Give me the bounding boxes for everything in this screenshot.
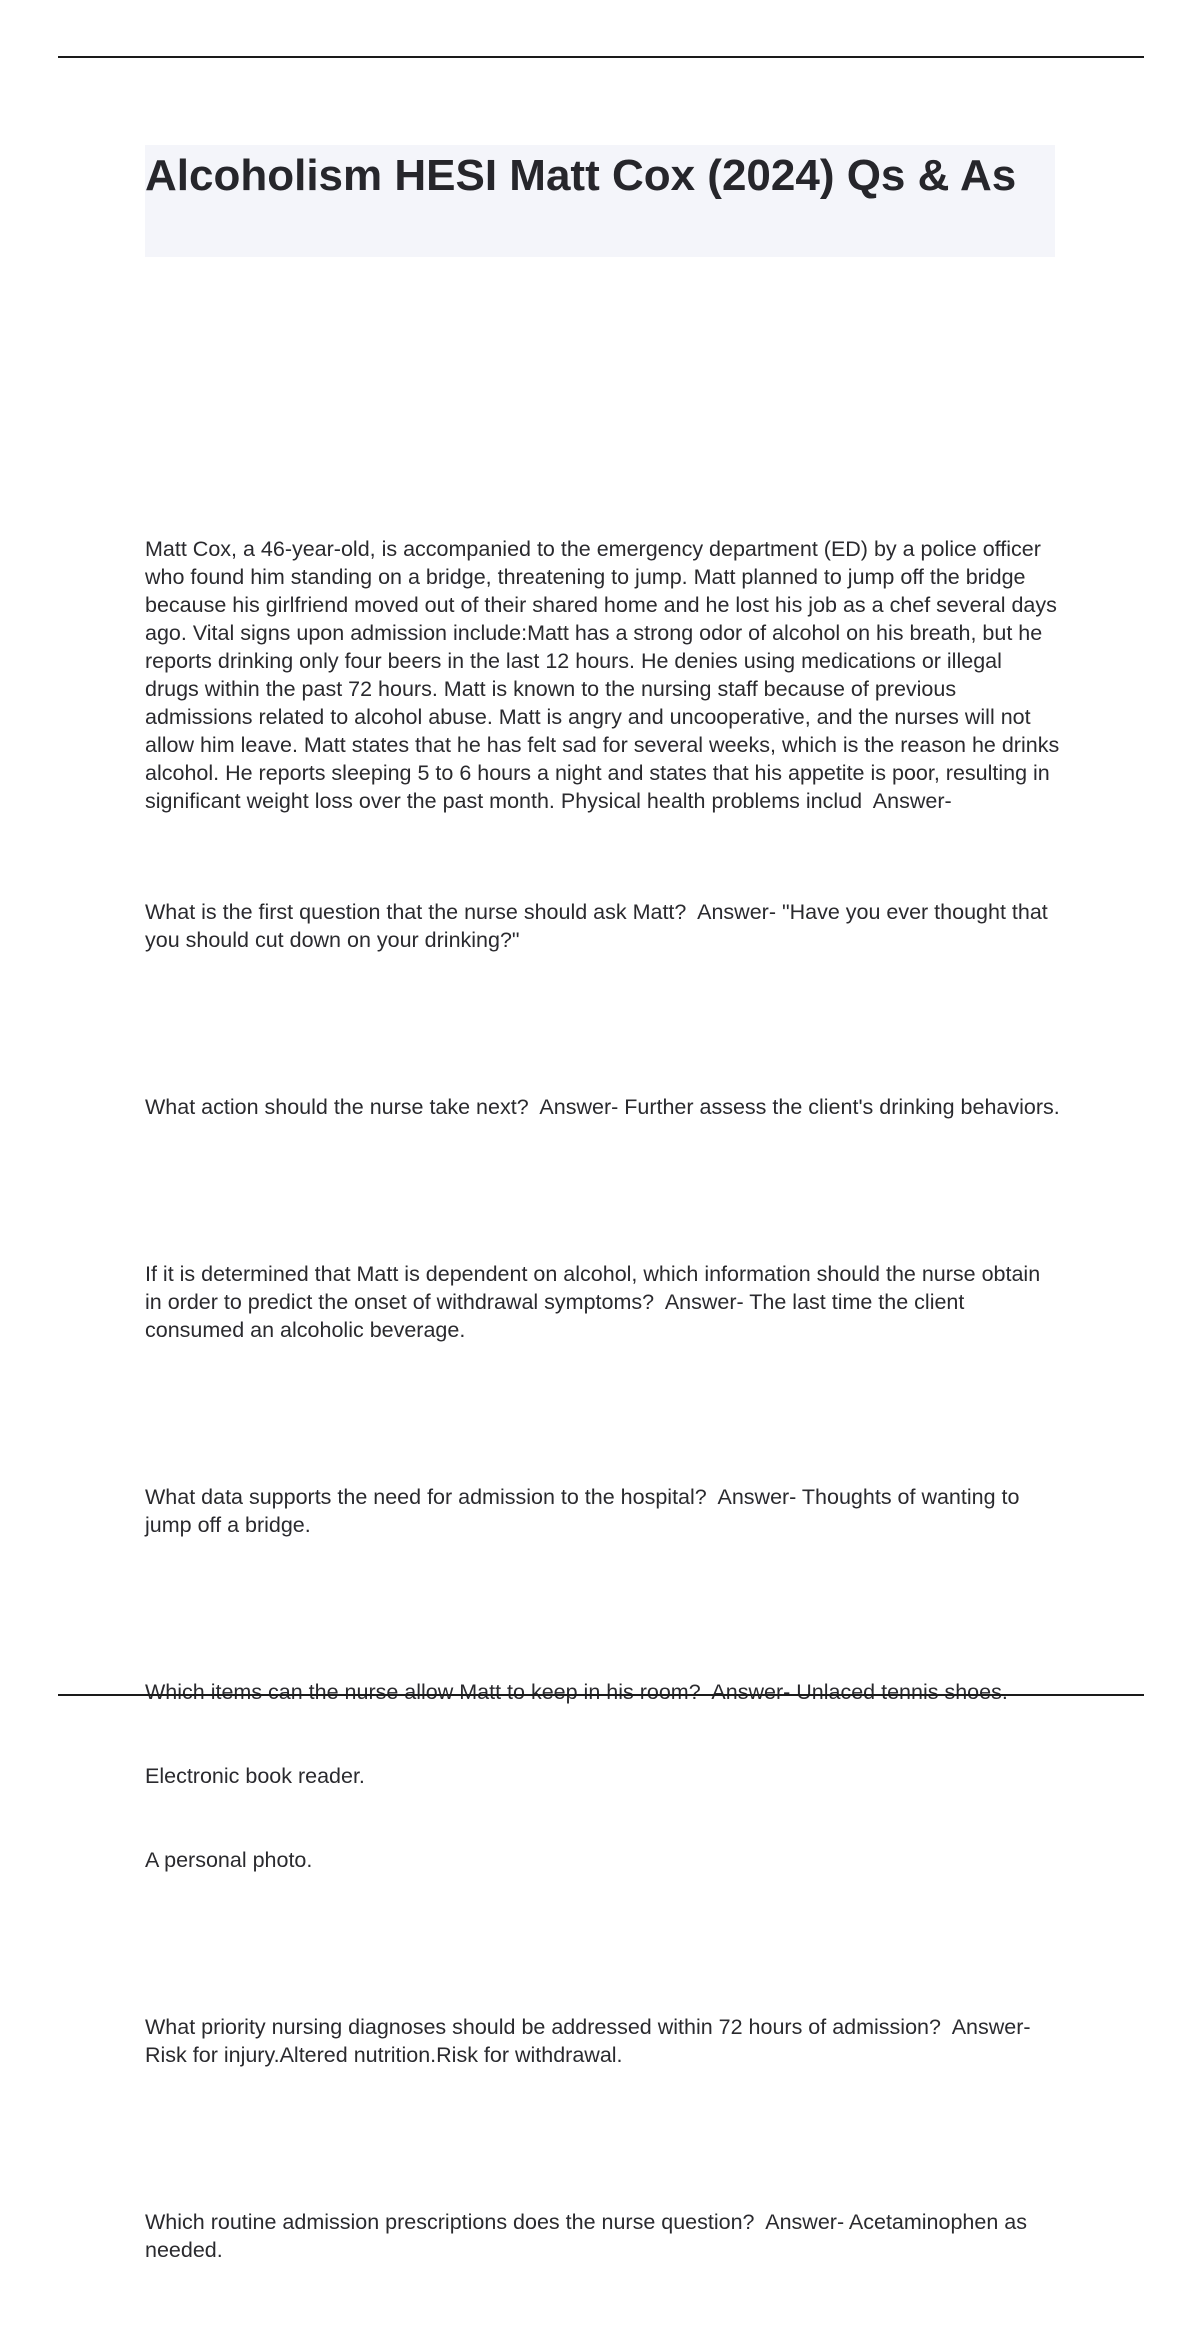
bottom-rule xyxy=(58,1694,1144,1696)
page-title: Alcoholism HESI Matt Cox (2024) Qs & As xyxy=(145,151,1017,200)
qa-text: What is the first question that the nurse should ask Matt? Answer- "Have you ever thought that you should cut down on your drinking?" xyxy=(145,900,1054,952)
qa-item xyxy=(145,842,1060,1010)
qa-item xyxy=(145,1957,1060,2125)
qa-item xyxy=(145,1622,1060,1930)
qa-item xyxy=(145,1037,1060,1177)
case-study-paragraph: Matt Cox, a 46-year-old, is accompanied to the emergency department (ED) by a police officer who found him standing on a bridge, threatening to jump. Matt planned to jump off the bridge because his girlfriend moved out of their shared home and he lost his job as a chef several days ago. Vital signs upon admission include:Matt has a strong odor of alcohol on his breath, but he reports drinking only four beers in the last 12 hours. He denies using medications or illegal drugs within the past 72 hours. Matt is known to the nursing staff because of previous admissions related to alcohol abuse. Matt is angry and uncooperative, and the nurses will not allow him leave. Matt states that he has felt sad for several weeks, which is the reason he drinks alcohol. He reports sleeping 5 to 6 hours a night and states that his appetite is poor, resulting in significant weight loss over the past month. Physical health problems includ Answer- xyxy=(145,537,1066,813)
qa-text: What data supports the need for admission to the hospital? Answer- Thoughts of wanting to jump off a bridge. xyxy=(145,1485,1026,1537)
qa-item xyxy=(145,1427,1060,1595)
qa-extra-line: A personal photo. xyxy=(145,1848,313,1872)
qa-text: Which items can the nurse allow Matt to keep in his room? Answer- Unlaced tennis shoes. xyxy=(145,1680,1008,1704)
qa-item xyxy=(145,2152,1060,2320)
top-rule xyxy=(58,56,1144,58)
qa-text: Which routine admission prescriptions does the nurse question? Answer- Acetaminophen as needed. xyxy=(145,2210,1033,2262)
qa-extra-line: Electronic book reader. xyxy=(145,1764,365,1788)
qa-text: If it is determined that Matt is dependent on alcohol, which information should the nurse obtain in order to predict the onset of withdrawal symptoms? Answer- The last time the client consumed an alcoholic beverage. xyxy=(145,1262,1047,1342)
document-body xyxy=(145,535,1066,2347)
qa-text: What priority nursing diagnoses should be addressed within 72 hours of admission? Answer- Risk for injury.Altered nutrition.Risk for withdrawal. xyxy=(145,2015,1037,2067)
qa-item xyxy=(145,1204,1060,1400)
qa-text: What action should the nurse take next? Answer- Further assess the client's drinking behaviors. xyxy=(145,1095,1060,1119)
